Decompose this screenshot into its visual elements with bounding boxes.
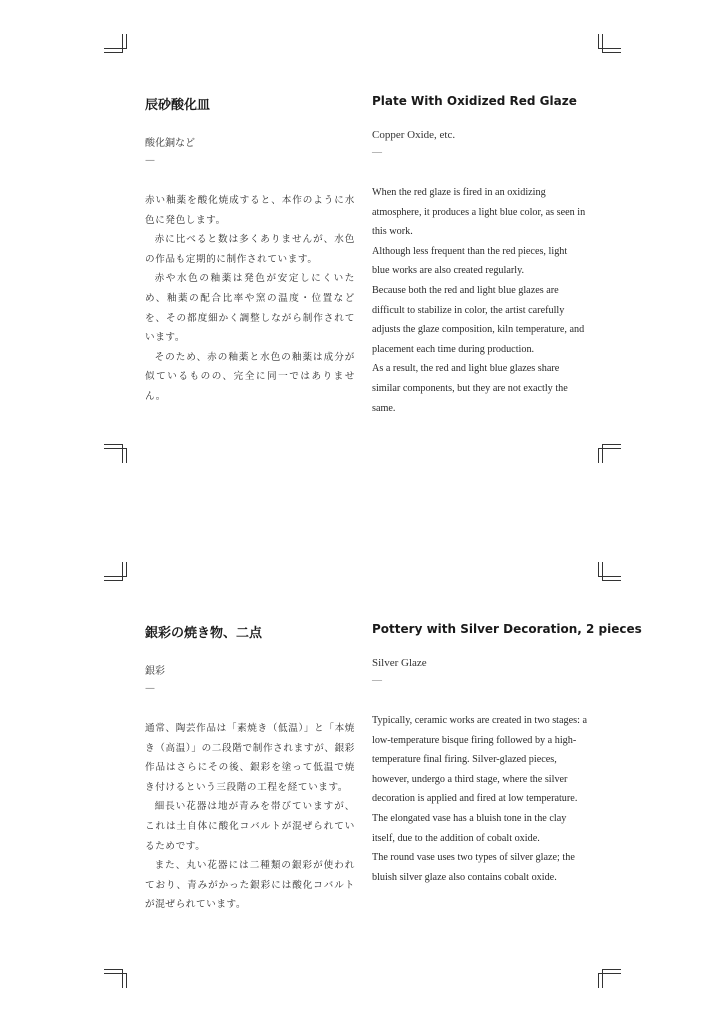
section2-jp-dash: — [145, 683, 155, 694]
section1-en-title: Plate With Oxidized Red Glaze [372, 94, 577, 108]
section1-en-subtitle: Copper Oxide, etc. [372, 129, 456, 141]
section1-jp-paragraph: そのため、赤の釉薬と水色の釉薬は成分が似ているものの、完全に同一ではありません。 [145, 351, 355, 402]
section1-jp-body [145, 191, 355, 407]
section2-en-paragraph: The round vase uses two types of silver glaze; the bluish silver glaze also contains cobalt oxide. [372, 852, 575, 883]
section2-jp-paragraph: 通常、陶芸作品は「素焼き（低温）」と「本焼き（高温）」の二段階で制作されますが、銀彩作品はさらにその後、銀彩を塗って低温で焼き付けるという三段階の工程を経ています。 [145, 723, 355, 793]
crop-mark-top-right [599, 562, 621, 584]
section2-jp-body [145, 719, 355, 915]
crop-mark-top-left [104, 562, 126, 584]
section1-jp-dash: — [145, 155, 155, 166]
section1-en-paragraph: As a result, the red and light blue glazes share similar components, but they are not exactly the same. [372, 363, 568, 414]
section2-jp-paragraph: 細長い花器は地が青みを帯びていますが、これは土自体に酸化コバルトが混ぜられているためです。 [145, 801, 355, 852]
crop-mark-bottom-left [104, 966, 126, 988]
crop-mark-bottom-right [599, 441, 621, 463]
section1-en-paragraph: Because both the red and light blue glazes are difficult to stabilize in color, the artist carefully adjusts the glaze composition, kiln temperature, and placement each time during production. [372, 284, 585, 355]
section1-en-paragraph: Although less frequent than the red pieces, light blue works are also created regularly. [372, 245, 568, 277]
section2-japanese-column [145, 622, 355, 915]
section2-en-subtitle: Silver Glaze [372, 657, 427, 669]
section2-jp-paragraph: また、丸い花器には二種類の銀彩が使われており、青みがかった銀彩には酸化コバルトが混ぜられています。 [145, 860, 355, 911]
section1-jp-paragraph: 赤に比べると数は多くありませんが、水色の作品も定期的に制作されています。 [145, 234, 355, 265]
section2-english-column [372, 622, 642, 887]
section1-english-column [372, 94, 587, 418]
section1-jp-paragraph: 赤や水色の釉薬は発色が安定しにくいため、釉薬の配合比率や窯の温度・位置などを、その都度細かく調整しながら制作されています。 [145, 273, 355, 344]
section1-en-paragraph: When the red glaze is fired in an oxidizing atmosphere, it produces a light blue color, as seen in this work. [372, 187, 586, 238]
section2-en-dash: — [372, 675, 382, 686]
section2-en-paragraph: The elongated vase has a bluish tone in the clay itself, due to the addition of cobalt oxide. [372, 812, 567, 844]
section1-en-body [372, 183, 587, 418]
section1-jp-subtitle: 酸化銅など [145, 138, 195, 149]
section1-jp-title: 辰砂酸化皿 [145, 98, 211, 113]
section2-en-paragraph: Typically, ceramic works are created in two stages: a low-temperature bisque firing followed by a high-temperature final firing. Silver-glazed pieces, however, undergo a third stage, where the silver decoration is applied and fired at low temperature. [372, 715, 588, 805]
section2-en-body [372, 711, 587, 887]
crop-mark-top-left [104, 34, 126, 56]
crop-mark-bottom-left [104, 441, 126, 463]
section2-jp-title: 銀彩の焼き物、二点 [145, 626, 263, 641]
section2-jp-subtitle: 銀彩 [145, 666, 165, 677]
section2-en-title: Pottery with Silver Decoration, 2 pieces [372, 622, 642, 636]
crop-mark-bottom-right [599, 966, 621, 988]
section1-en-dash: — [372, 147, 382, 158]
crop-mark-top-right [599, 34, 621, 56]
section1-japanese-column [145, 94, 355, 407]
section1-jp-paragraph: 赤い釉薬を酸化焼成すると、本作のように水色に発色します。 [145, 195, 355, 226]
